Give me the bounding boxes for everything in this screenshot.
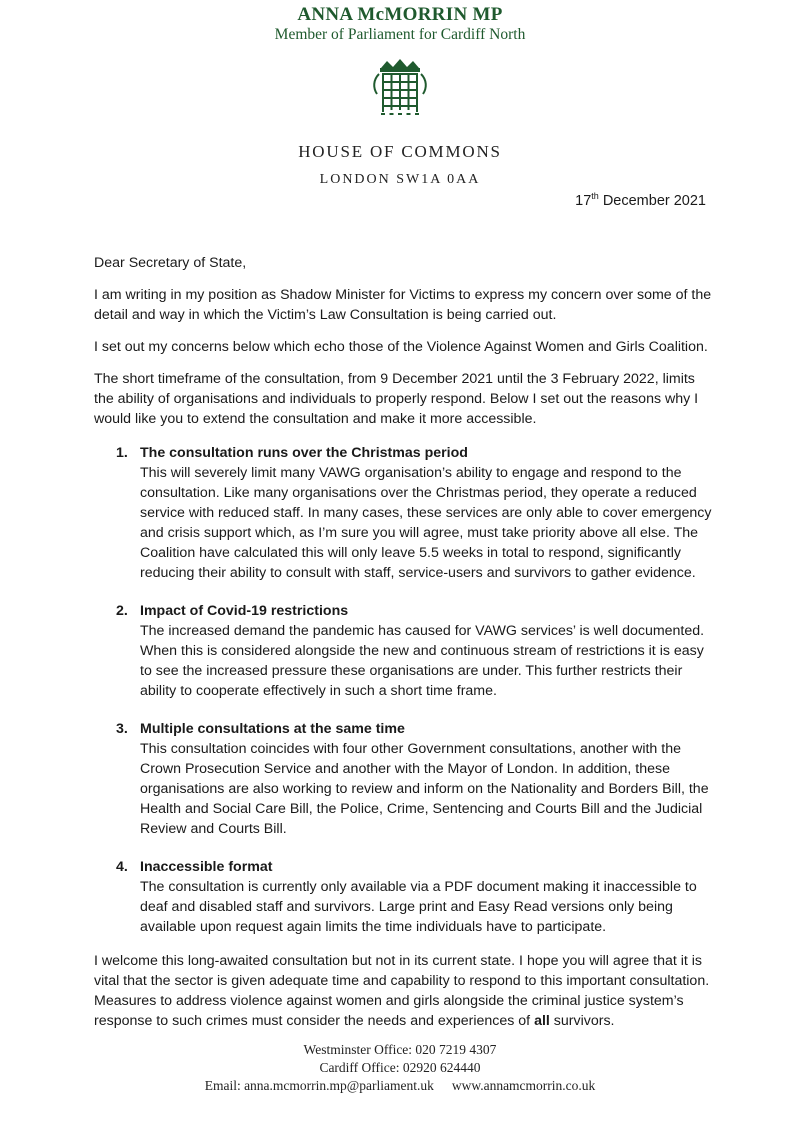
portcullis-icon — [371, 58, 429, 118]
closing-emphasis: all — [534, 1013, 550, 1029]
item-text: This will severely limit many VAWG organisation’s ability to engage and respond to the consultation. Like many organisations over the Christmas period, they operate a reduced service with reduced staff. In many cases, these services are only able to cover emergency and crisis support which, as I’m sure you will agree, must take priority above all else. The Coalition have calculated this will only leave 5.5 weeks in total to respond, significantly reducing their ability to consult with staff, service-users and survivors to gather evidence. — [140, 465, 712, 581]
westminster-office: Westminster Office: 020 7219 4307 — [303, 1042, 497, 1057]
closing-end: survivors. — [549, 1013, 615, 1029]
salutation: Dear Secretary of State, — [94, 255, 247, 271]
paragraph: The short timeframe of the consultation, from 9 December 2021 until the 3 February 2022, limits the ability of organisations and individuals to properly respond. Below I set out the reasons why I would like you to extend the consultation and make it more accessible. — [94, 371, 699, 427]
mp-name: ANNA McMORRIN MP — [297, 4, 503, 25]
item-number: 1. — [116, 445, 128, 461]
letter-body — [94, 253, 714, 1043]
date-suffix: th — [591, 191, 599, 201]
website-link[interactable]: www.annamcmorrin.co.uk — [451, 1078, 596, 1093]
date-day: 17 — [575, 192, 592, 209]
date-rest: December 2021 — [598, 192, 706, 209]
paragraph: I set out my concerns below which echo those of the Violence Against Women and Girls Coalition. — [94, 339, 708, 355]
cardiff-office: Cardiff Office: 02920 624440 — [319, 1060, 481, 1075]
closing-text: I welcome this long-awaited consultation but not in its current state. I hope you will agree that it is vital that the sector is given adequate time and capability to respond to this important consultation. Measures to address violence against women and girls alongside the criminal justice system’s response to such crimes must consider the needs and experiences of — [94, 953, 710, 1029]
list-item — [116, 857, 714, 937]
item-heading: Multiple consultations at the same time — [140, 721, 405, 737]
item-heading: Impact of Covid-19 restrictions — [140, 603, 349, 619]
item-text: This consultation coincides with four other Government consultations, another with the Crown Prosecution Service and another with the Mayor of London. In addition, these organisations are also working to review and inform on the Nationality and Borders Bill, the Health and Social Care Bill, the Police, Crime, Sentencing and Courts Bill and the Judicial Review and Courts Bill. — [140, 741, 709, 837]
footer-contacts — [0, 1041, 800, 1095]
letter-date — [575, 191, 706, 209]
item-number: 3. — [116, 721, 128, 737]
item-text: The increased demand the pandemic has caused for VAWG services’ is well documented. When this is considered alongside the new and continuous stream of restrictions it is easy to see the increased pressure these organisations are under. This further restricts their ability to cooperate effectively in such a short time frame. — [140, 623, 705, 699]
house-of-commons: HOUSE OF COMMONS — [298, 142, 502, 161]
item-text: The consultation is currently only available via a PDF document making it inaccessible to deaf and disabled staff and survivors. Large print and Easy Read versions only being available upon request again limits the time individuals have to participate. — [140, 879, 697, 935]
closing-paragraph — [94, 951, 714, 1031]
item-heading: Inaccessible format — [140, 859, 273, 875]
list-item — [116, 601, 714, 701]
item-heading: The consultation runs over the Christmas period — [140, 445, 468, 461]
item-number: 2. — [116, 603, 128, 619]
concerns-list — [94, 443, 714, 937]
mp-role: Member of Parliament for Cardiff North — [274, 26, 526, 43]
letterhead — [0, 4, 800, 189]
contact-line — [0, 1077, 800, 1095]
address: LONDON SW1A 0AA — [319, 172, 481, 187]
list-item — [116, 443, 714, 583]
paragraph: I am writing in my position as Shadow Minister for Victims to express my concern over some of the detail and way in which the Victim’s Law Consultation is being carried out. — [94, 287, 712, 323]
item-number: 4. — [116, 859, 128, 875]
email-link[interactable]: Email: anna.mcmorrin.mp@parliament.uk — [204, 1078, 434, 1093]
list-item — [116, 719, 714, 839]
